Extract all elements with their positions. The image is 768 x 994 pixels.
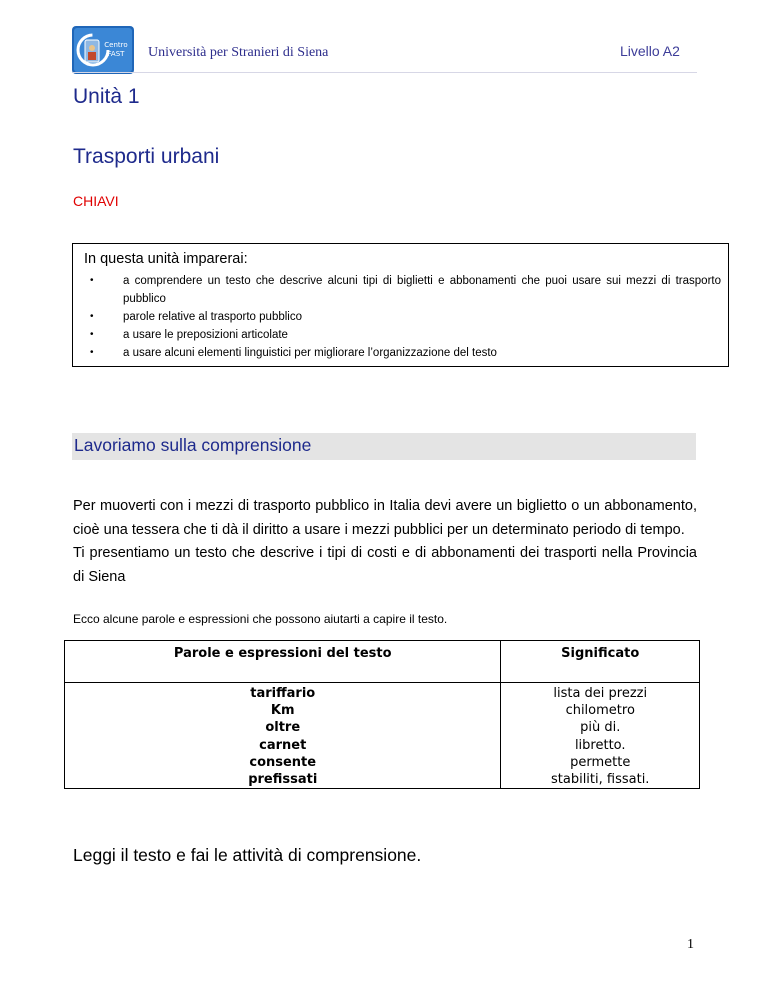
table-header-meanings: Significato — [501, 641, 700, 683]
topic-title: Trasporti urbani — [73, 145, 220, 168]
intro-paragraph: Per muoverti con i mezzi di trasporto pubblico in Italia devi avere un biglietto o un abbonamento, cioè una tessera che ti dà il diritto a usare i mezzi pubblici per un determinato periodo di tempo. — [73, 498, 697, 538]
objective-item: • a usare alcuni elementi linguistici per migliorare l’organizzazione del testo — [85, 344, 721, 362]
meanings-cell — [501, 683, 700, 789]
reading-instruction: Leggi il testo e fai le attività di comprensione. — [73, 845, 422, 865]
section-heading-bar — [72, 433, 696, 460]
objectives-heading: In questa unità imparerai: — [84, 251, 248, 267]
term: oltre — [265, 720, 301, 736]
centro-fast-logo — [72, 26, 134, 74]
logo-text-line2: FAST — [107, 50, 125, 58]
objective-item: • parole relative al trasporto pubblico — [85, 308, 721, 326]
term: Km — [270, 703, 295, 719]
table-header-terms: Parole e espressioni del testo — [65, 641, 501, 683]
meaning: chilometro — [565, 703, 635, 719]
intro-text — [73, 495, 697, 590]
level-label: Livello A2 — [620, 43, 680, 59]
objectives-list — [85, 272, 721, 362]
section-title: Lavoriamo sulla comprensione — [74, 435, 312, 455]
meaning: permette — [570, 754, 631, 770]
vocabulary-table — [64, 640, 700, 789]
terms-cell — [65, 683, 501, 789]
meaning: lista dei prezzi — [553, 686, 648, 701]
learning-objectives-box — [72, 243, 729, 367]
term: tariffario — [250, 686, 316, 701]
intro-note: Ecco alcune parole e espressioni che possono aiutarti a capire il testo. — [73, 612, 448, 626]
header-divider — [72, 72, 697, 73]
meaning: più di. — [580, 720, 621, 736]
term: prefissati — [248, 772, 318, 788]
term: carnet — [259, 737, 307, 753]
intro-paragraph: Ti presentiamo un testo che descrive i tipi di costi e di abbonamenti dei trasporti nella Provincia di Siena — [73, 545, 697, 586]
meaning: libretto. — [574, 737, 626, 753]
page-number: 1 — [687, 937, 694, 952]
unit-title: Unità 1 — [73, 85, 140, 108]
objective-item: • a usare le preposizioni articolate — [85, 326, 721, 344]
university-name: Università per Stranieri di Siena — [148, 45, 329, 60]
answer-key-label: CHIAVI — [73, 193, 119, 209]
meaning: stabiliti, fissati. — [551, 772, 650, 788]
table-header-row — [65, 641, 700, 683]
table-row — [65, 683, 700, 789]
term: consente — [249, 754, 317, 770]
objective-item: • a comprendere un testo che descrive alcuni tipi di biglietti e abbonamenti che puoi usare sui mezzi di trasporto pubblico — [85, 272, 721, 308]
logo-text-line1: Centro — [104, 41, 128, 49]
